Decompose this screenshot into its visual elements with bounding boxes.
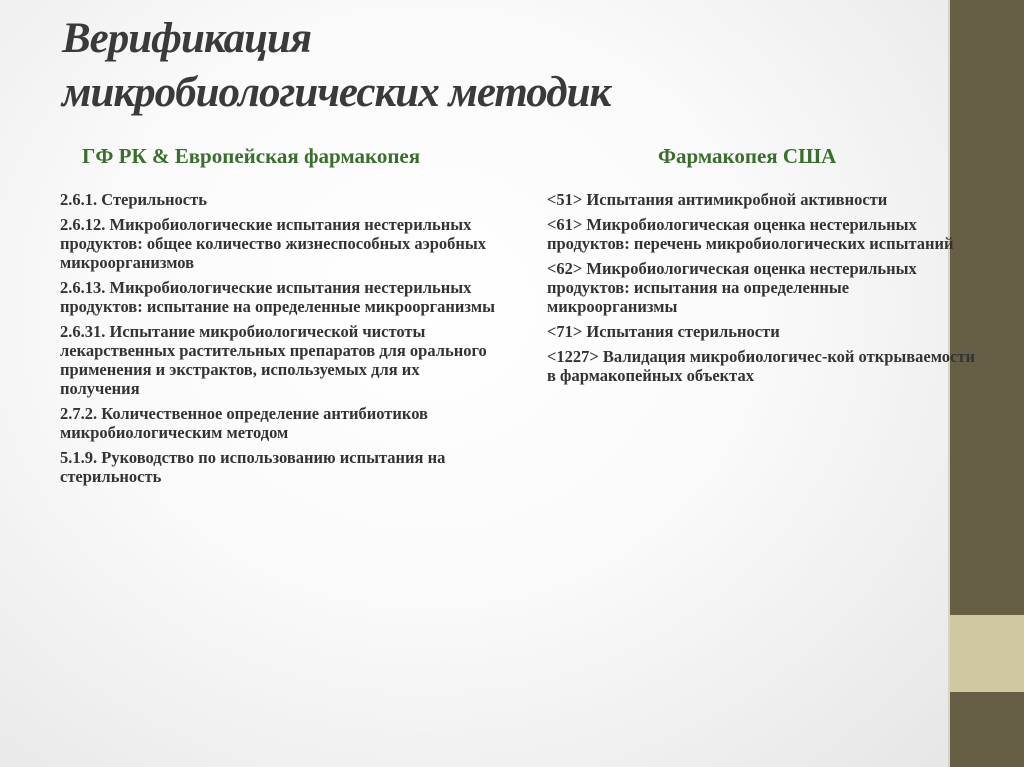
list-item: <62> Микробиологическая оценка нестерильных продуктов: испытания на определенные микроорганизмы: [547, 259, 917, 316]
list-item: <1227> Валидация микробиологичес-кой открываемости в фармакопейных объектах: [547, 347, 975, 385]
list-item: <71> Испытания стерильности: [547, 322, 780, 341]
list-item: 2.6.31. Испытание микробиологической чистоты лекарственных растительных препаратов для орального применения и экстрактов, используемых для их получения: [60, 322, 487, 398]
list-item: <51> Испытания антимикробной активности: [547, 190, 888, 209]
left-column-heading: ГФ РК & Европейская фармакопея: [82, 144, 421, 168]
list-item: 2.6.12. Микробиологические испытания нестерильных продуктов: общее количество жизнеспособных аэробных микроорганизмов: [60, 215, 487, 272]
title-line-1: Верификация: [62, 15, 312, 62]
title-line-2: микробиологических методик: [62, 69, 611, 116]
list-item: 2.7.2. Количественное определение антибиотиков микробиологическим методом: [60, 404, 428, 442]
sidebar-accent-block: [950, 615, 1024, 692]
slide-title: [62, 12, 610, 120]
list-item: 2.6.13. Микробиологические испытания нестерильных продуктов: испытание на определенные микроорганизмы: [60, 278, 495, 316]
right-column-list: [547, 190, 977, 391]
left-column-list: [60, 190, 500, 492]
list-item: 5.1.9. Руководство по использованию испытания на стерильность: [60, 448, 446, 486]
list-item: 2.6.1. Стерильность: [60, 190, 207, 209]
right-column-heading: Фармакопея США: [658, 144, 837, 168]
list-item: <61> Микробиологическая оценка нестерильных продуктов: перечень микробиологических испытаний: [547, 215, 954, 253]
